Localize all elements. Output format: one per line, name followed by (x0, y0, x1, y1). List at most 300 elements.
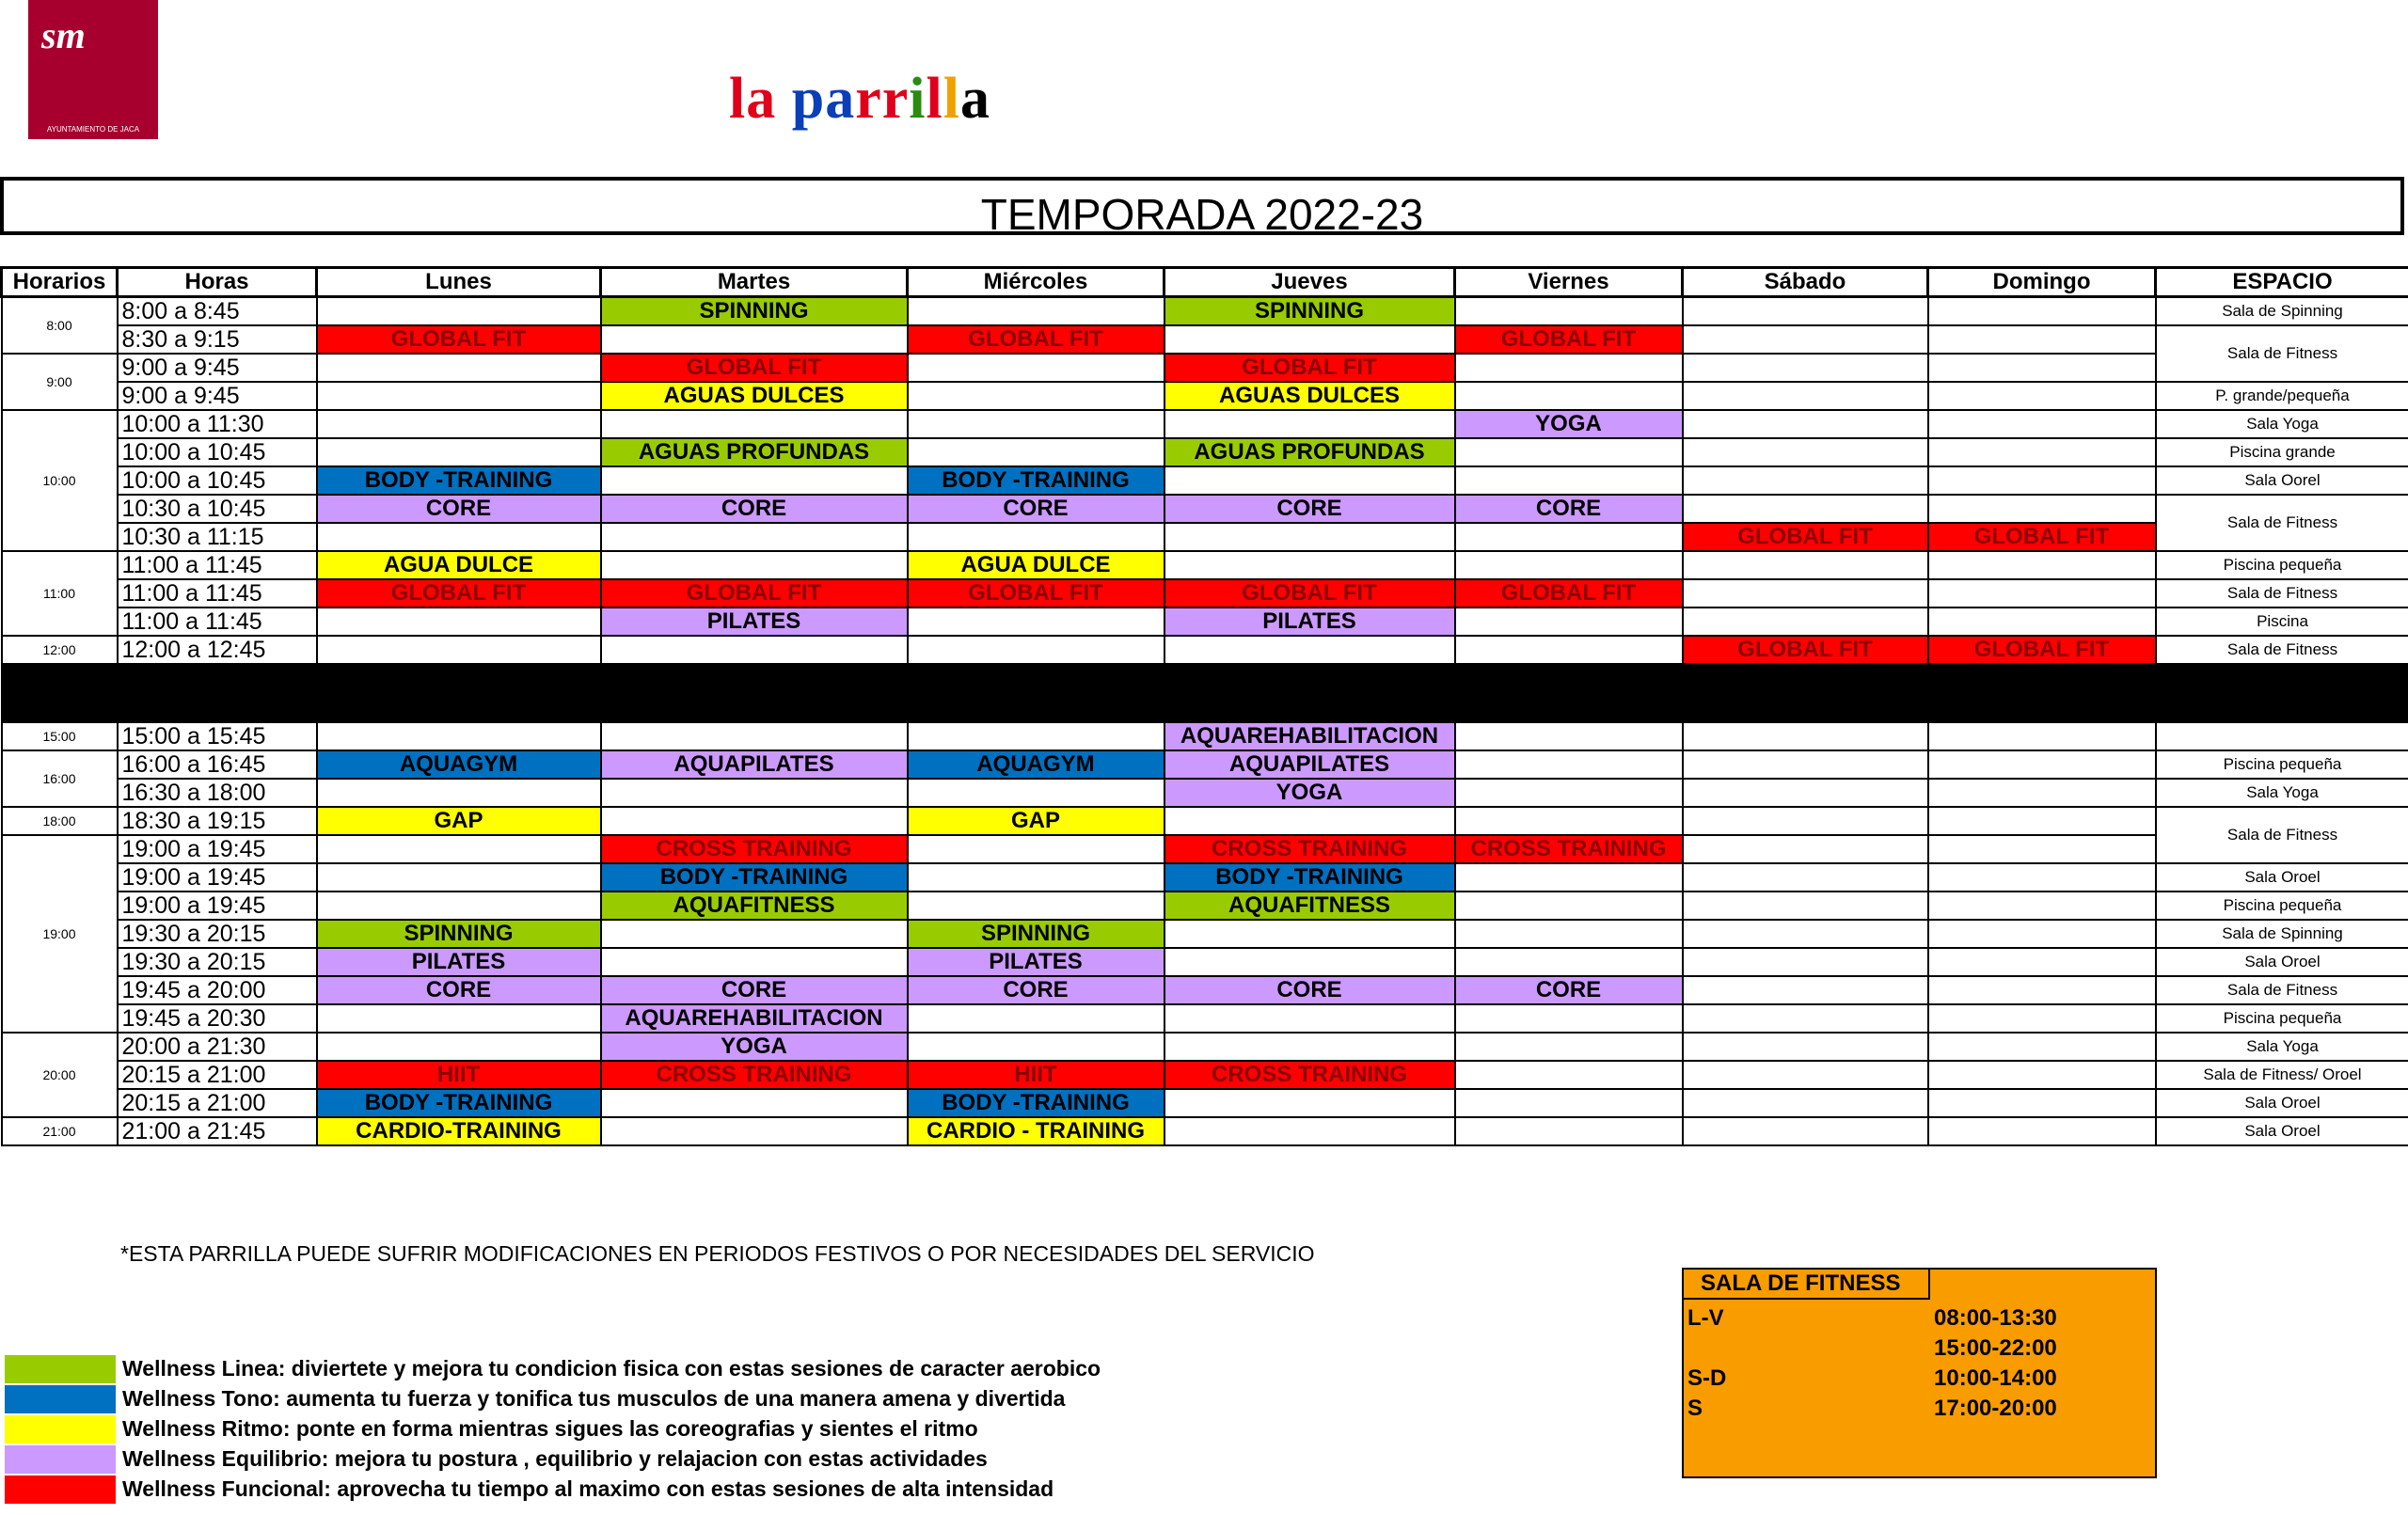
empty-cell (1164, 920, 1455, 948)
table-row (2, 297, 2408, 326)
fitness-hours-title: SALA DE FITNESS (1682, 1268, 1930, 1300)
class-cell: AGUA DULCE (908, 551, 1164, 579)
empty-cell (1455, 863, 1683, 892)
class-cell: GLOBAL FIT (1683, 636, 1928, 664)
empty-cell (1928, 835, 2156, 863)
time-range-cell: 11:00 a 11:45 (118, 579, 317, 608)
empty-cell (1928, 1089, 2156, 1117)
time-range-cell: 12:00 a 12:45 (118, 636, 317, 664)
time-range-cell: 19:45 a 20:00 (118, 976, 317, 1004)
class-cell: BODY -TRAINING (1164, 863, 1455, 892)
midday-separator (2, 664, 2408, 722)
empty-cell (601, 722, 908, 750)
time-range-cell: 11:00 a 11:45 (118, 551, 317, 579)
empty-cell (601, 920, 908, 948)
class-cell: YOGA (1455, 410, 1683, 438)
empty-cell (317, 608, 601, 636)
class-cell: AQUAFITNESS (1164, 892, 1455, 920)
empty-cell (1928, 438, 2156, 466)
empty-cell (908, 722, 1164, 750)
class-cell: AQUAPILATES (601, 750, 908, 779)
table-row (2, 1117, 2408, 1145)
empty-cell (1455, 1061, 1683, 1089)
empty-cell (1164, 1004, 1455, 1033)
time-range-cell: 16:00 a 16:45 (118, 750, 317, 779)
app-title-letter: a (825, 67, 856, 131)
class-cell: SPINNING (908, 920, 1164, 948)
empty-cell (908, 608, 1164, 636)
space-cell: Piscina grande (2156, 438, 2408, 466)
empty-cell (1683, 976, 1928, 1004)
fitness-hours-box (1682, 1268, 2157, 1478)
empty-cell (601, 948, 908, 976)
empty-cell (1455, 523, 1683, 551)
empty-cell (1683, 382, 1928, 410)
empty-cell (1928, 1033, 2156, 1061)
empty-cell (1683, 948, 1928, 976)
space-cell: Sala Oroel (2156, 1089, 2408, 1117)
space-cell: Piscina pequeña (2156, 1004, 2408, 1033)
class-cell: CARDIO-TRAINING (317, 1117, 601, 1145)
time-range-cell: 19:00 a 19:45 (118, 835, 317, 863)
class-cell: CROSS TRAINING (1164, 1061, 1455, 1089)
empty-cell (601, 551, 908, 579)
table-row (2, 438, 2408, 466)
app-title-letter: l (943, 67, 960, 131)
empty-cell (1928, 608, 2156, 636)
time-range-cell: 8:30 a 9:15 (118, 325, 317, 354)
class-cell: GLOBAL FIT (317, 325, 601, 354)
fitness-time: 17:00-20:00 (1934, 1396, 2057, 1421)
empty-cell (908, 523, 1164, 551)
empty-cell (317, 636, 601, 664)
time-group-cell: 9:00 (2, 354, 118, 410)
class-cell: CORE (317, 495, 601, 523)
table-header-row (2, 268, 2408, 297)
class-cell: CORE (908, 976, 1164, 1004)
class-cell: AQUAREHABILITACION (601, 1004, 908, 1033)
space-cell: Piscina pequeña (2156, 551, 2408, 579)
empty-cell (1683, 807, 1928, 835)
table-row (2, 1004, 2408, 1033)
empty-cell (1455, 1117, 1683, 1145)
empty-cell (1683, 297, 1928, 326)
space-cell: Sala de Fitness (2156, 495, 2408, 551)
empty-cell (908, 382, 1164, 410)
class-cell: AGUAS DULCES (1164, 382, 1455, 410)
empty-cell (1928, 807, 2156, 835)
empty-cell (1455, 920, 1683, 948)
empty-cell (601, 1089, 908, 1117)
table-row (2, 807, 2408, 835)
app-title-letter: r (881, 67, 910, 131)
class-cell: CROSS TRAINING (601, 1061, 908, 1089)
space-cell: Sala Oroel (2156, 1117, 2408, 1145)
empty-cell (317, 297, 601, 326)
class-cell: PILATES (908, 948, 1164, 976)
empty-cell (908, 835, 1164, 863)
column-header: Lunes (317, 268, 601, 297)
class-cell: AQUAGYM (317, 750, 601, 779)
class-cell: YOGA (1164, 779, 1455, 807)
space-cell: Sala de Fitness (2156, 579, 2408, 608)
empty-cell (601, 325, 908, 354)
legend-text: Wellness Funcional: aprovecha tu tiempo al maximo con estas sesiones de alta intensidad (122, 1476, 1054, 1501)
empty-cell (1683, 579, 1928, 608)
empty-cell (1455, 779, 1683, 807)
class-cell: GLOBAL FIT (1164, 579, 1455, 608)
class-cell: GLOBAL FIT (908, 325, 1164, 354)
time-group-cell: 12:00 (2, 636, 118, 664)
legend-text: Wellness Tono: aumenta tu fuerza y tonifica tus musculos de una manera amena y divertida (122, 1386, 1066, 1411)
class-cell: BODY -TRAINING (317, 466, 601, 495)
class-cell: CROSS TRAINING (1455, 835, 1683, 863)
empty-cell (1455, 1033, 1683, 1061)
table-row (2, 354, 2408, 382)
empty-cell (1455, 608, 1683, 636)
class-cell: HIIT (317, 1061, 601, 1089)
empty-cell (1928, 1061, 2156, 1089)
empty-cell (1928, 297, 2156, 326)
column-header: Sábado (1683, 268, 1928, 297)
legend-swatch (5, 1415, 116, 1444)
table-row (2, 466, 2408, 495)
midday-separator-row (2, 664, 2408, 722)
time-range-cell: 20:15 a 21:00 (118, 1089, 317, 1117)
app-title-letter: a (959, 67, 990, 131)
time-group-cell: 10:00 (2, 410, 118, 551)
empty-cell (317, 1033, 601, 1061)
space-cell: Sala Yoga (2156, 410, 2408, 438)
fitness-time: 10:00-14:00 (1934, 1365, 2057, 1391)
legend-text: Wellness Linea: diviertete y mejora tu condicion fisica con estas sesiones de caracter aerobico (122, 1356, 1101, 1381)
class-cell: YOGA (601, 1033, 908, 1061)
season-title: TEMPORADA 2022-23 (980, 190, 1424, 239)
space-cell: Piscina pequeña (2156, 892, 2408, 920)
time-range-cell: 20:00 a 21:30 (118, 1033, 317, 1061)
empty-cell (601, 410, 908, 438)
empty-cell (908, 1033, 1164, 1061)
space-cell: Piscina pequeña (2156, 750, 2408, 779)
empty-cell (317, 892, 601, 920)
fitness-days: S (1687, 1396, 1703, 1421)
column-header: Miércoles (908, 268, 1164, 297)
empty-cell (317, 523, 601, 551)
class-cell: BODY -TRAINING (317, 1089, 601, 1117)
empty-cell (908, 863, 1164, 892)
class-cell: AQUAGYM (908, 750, 1164, 779)
empty-cell (1928, 579, 2156, 608)
time-group-cell: 8:00 (2, 297, 118, 355)
table-row (2, 608, 2408, 636)
space-cell: Sala Oroel (2156, 948, 2408, 976)
class-cell: GLOBAL FIT (317, 579, 601, 608)
table-row (2, 920, 2408, 948)
empty-cell (1928, 976, 2156, 1004)
time-group-cell: 11:00 (2, 551, 118, 636)
empty-cell (1683, 354, 1928, 382)
fitness-days: L-V (1687, 1305, 1724, 1331)
empty-cell (908, 636, 1164, 664)
empty-cell (1928, 325, 2156, 354)
class-cell: AQUAREHABILITACION (1164, 722, 1455, 750)
class-cell: GLOBAL FIT (601, 354, 908, 382)
time-group-cell: 15:00 (2, 722, 118, 750)
legend-text: Wellness Equilibrio: mejora tu postura , equilibrio y relajacion con estas actividades (122, 1446, 988, 1471)
empty-cell (1928, 948, 2156, 976)
empty-cell (908, 438, 1164, 466)
time-range-cell: 10:30 a 11:15 (118, 523, 317, 551)
empty-cell (1455, 722, 1683, 750)
table-row (2, 750, 2408, 779)
legend-swatch (5, 1476, 116, 1504)
class-cell: SPINNING (1164, 297, 1455, 326)
empty-cell (1683, 863, 1928, 892)
class-cell: BODY -TRAINING (908, 466, 1164, 495)
empty-cell (1928, 863, 2156, 892)
empty-cell (317, 722, 601, 750)
empty-cell (1455, 1089, 1683, 1117)
empty-cell (1683, 750, 1928, 779)
class-cell: GLOBAL FIT (1455, 579, 1683, 608)
space-cell: Sala de Fitness (2156, 636, 2408, 664)
empty-cell (1683, 438, 1928, 466)
table-row (2, 835, 2408, 863)
empty-cell (317, 779, 601, 807)
fitness-time: 15:00-22:00 (1934, 1335, 2057, 1361)
empty-cell (1455, 297, 1683, 326)
table-row (2, 948, 2408, 976)
empty-cell (1164, 807, 1455, 835)
empty-cell (317, 382, 601, 410)
space-cell: Sala Yoga (2156, 1033, 2408, 1061)
class-cell: CROSS TRAINING (601, 835, 908, 863)
time-range-cell: 9:00 a 9:45 (118, 382, 317, 410)
time-range-cell: 21:00 a 21:45 (118, 1117, 317, 1145)
empty-cell (1455, 438, 1683, 466)
empty-cell (1683, 1117, 1928, 1145)
time-range-cell: 11:00 a 11:45 (118, 608, 317, 636)
table-row (2, 523, 2408, 551)
empty-cell (317, 863, 601, 892)
column-header: Martes (601, 268, 908, 297)
empty-cell (1928, 750, 2156, 779)
legend-swatch (5, 1385, 116, 1413)
table-row (2, 551, 2408, 579)
table-row (2, 325, 2408, 354)
empty-cell (601, 1117, 908, 1145)
empty-cell (1928, 722, 2156, 750)
legend-swatch (5, 1445, 116, 1474)
empty-cell (1683, 920, 1928, 948)
class-cell: GLOBAL FIT (908, 579, 1164, 608)
table-row (2, 892, 2408, 920)
empty-cell (1928, 382, 2156, 410)
empty-cell (1455, 636, 1683, 664)
empty-cell (1683, 466, 1928, 495)
empty-cell (1455, 354, 1683, 382)
class-cell: HIIT (908, 1061, 1164, 1089)
app-title-letter: i (909, 67, 927, 131)
empty-cell (1683, 722, 1928, 750)
space-cell: Sala de Fitness (2156, 807, 2408, 863)
empty-cell (1455, 892, 1683, 920)
time-range-cell: 10:00 a 11:30 (118, 410, 317, 438)
class-cell: CARDIO - TRAINING (908, 1117, 1164, 1145)
class-cell: CORE (908, 495, 1164, 523)
empty-cell (1164, 523, 1455, 551)
legend-swatch (5, 1355, 116, 1383)
empty-cell (1683, 495, 1928, 523)
empty-cell (1164, 325, 1455, 354)
empty-cell (317, 354, 601, 382)
empty-cell (1683, 1033, 1928, 1061)
empty-cell (1164, 551, 1455, 579)
space-cell: Sala de Fitness (2156, 976, 2408, 1004)
column-header: Viernes (1455, 268, 1683, 297)
empty-cell (1928, 1117, 2156, 1145)
fitness-days: S-D (1687, 1365, 1727, 1391)
class-cell: CORE (1455, 495, 1683, 523)
time-range-cell: 19:00 a 19:45 (118, 892, 317, 920)
class-cell: GAP (317, 807, 601, 835)
table-row (2, 410, 2408, 438)
space-cell: Sala Yoga (2156, 779, 2408, 807)
app-title-letter: l (926, 67, 943, 131)
empty-cell (1683, 1004, 1928, 1033)
column-header: Jueves (1164, 268, 1455, 297)
empty-cell (1928, 410, 2156, 438)
empty-cell (1455, 551, 1683, 579)
class-cell: PILATES (1164, 608, 1455, 636)
empty-cell (908, 892, 1164, 920)
empty-cell (1928, 1004, 2156, 1033)
space-cell: Sala de Spinning (2156, 920, 2408, 948)
empty-cell (601, 523, 908, 551)
empty-cell (1455, 948, 1683, 976)
empty-cell (1683, 835, 1928, 863)
empty-cell (1164, 1033, 1455, 1061)
class-cell: CORE (1455, 976, 1683, 1004)
class-cell: PILATES (317, 948, 601, 976)
class-cell: GAP (908, 807, 1164, 835)
empty-cell (1683, 551, 1928, 579)
app-title-letter: l (729, 67, 747, 131)
class-cell: AGUAS DULCES (601, 382, 908, 410)
empty-cell (908, 779, 1164, 807)
empty-cell (1928, 466, 2156, 495)
class-cell: BODY -TRAINING (908, 1089, 1164, 1117)
class-cell: CORE (1164, 495, 1455, 523)
empty-cell (1928, 892, 2156, 920)
time-range-cell: 18:30 a 19:15 (118, 807, 317, 835)
table-row (2, 1033, 2408, 1061)
class-cell: CORE (317, 976, 601, 1004)
app-title-letter: p (791, 67, 826, 131)
class-cell: GLOBAL FIT (601, 579, 908, 608)
space-cell: Piscina (2156, 608, 2408, 636)
class-cell: CORE (601, 495, 908, 523)
class-cell: GLOBAL FIT (1683, 523, 1928, 551)
space-cell: P. grande/pequeña (2156, 382, 2408, 410)
table-row (2, 495, 2408, 523)
legend-text: Wellness Ritmo: ponte en forma mientras sigues las coreografias y sientes el ritmo (122, 1416, 978, 1441)
column-header: Horas (118, 268, 317, 297)
empty-cell (1164, 1089, 1455, 1117)
time-range-cell: 10:00 a 10:45 (118, 438, 317, 466)
time-range-cell: 19:30 a 20:15 (118, 920, 317, 948)
table-row (2, 382, 2408, 410)
empty-cell (1683, 1061, 1928, 1089)
empty-cell (1683, 892, 1928, 920)
class-cell: GLOBAL FIT (1928, 636, 2156, 664)
empty-cell (1164, 410, 1455, 438)
empty-cell (601, 636, 908, 664)
empty-cell (1683, 608, 1928, 636)
class-cell: GLOBAL FIT (1164, 354, 1455, 382)
empty-cell (1455, 382, 1683, 410)
table-row (2, 976, 2408, 1004)
time-group-cell: 21:00 (2, 1117, 118, 1145)
space-cell: Sala de Spinning (2156, 297, 2408, 326)
empty-cell (1683, 410, 1928, 438)
empty-cell (1164, 636, 1455, 664)
empty-cell (908, 410, 1164, 438)
class-cell: CORE (601, 976, 908, 1004)
table-row (2, 579, 2408, 608)
class-cell: PILATES (601, 608, 908, 636)
time-range-cell: 8:00 a 8:45 (118, 297, 317, 326)
time-range-cell: 10:00 a 10:45 (118, 466, 317, 495)
app-title-letter (776, 67, 792, 131)
empty-cell (908, 1004, 1164, 1033)
empty-cell (601, 779, 908, 807)
table-row (2, 779, 2408, 807)
space-cell: Sala Oorel (2156, 466, 2408, 495)
app-title-letter: a (746, 67, 777, 131)
disclaimer-note: *ESTA PARRILLA PUEDE SUFRIR MODIFICACIONES EN PERIODOS FESTIVOS O POR NECESIDADES DEL SERVICIO (120, 1241, 1315, 1266)
space-cell: Sala de Fitness (2156, 325, 2408, 382)
space-cell (2156, 722, 2408, 750)
class-cell: CORE (1164, 976, 1455, 1004)
column-header: Domingo (1928, 268, 2156, 297)
empty-cell (317, 438, 601, 466)
empty-cell (1455, 807, 1683, 835)
empty-cell (1928, 354, 2156, 382)
empty-cell (1928, 920, 2156, 948)
fitness-time: 08:00-13:30 (1934, 1305, 2057, 1331)
time-range-cell: 10:30 a 10:45 (118, 495, 317, 523)
time-range-cell: 19:00 a 19:45 (118, 863, 317, 892)
empty-cell (1455, 750, 1683, 779)
time-group-cell: 16:00 (2, 750, 118, 807)
table-row (2, 636, 2408, 664)
empty-cell (1164, 1117, 1455, 1145)
time-group-cell: 18:00 (2, 807, 118, 835)
class-cell: AGUAS PROFUNDAS (601, 438, 908, 466)
empty-cell (1683, 779, 1928, 807)
time-range-cell: 19:45 a 20:30 (118, 1004, 317, 1033)
empty-cell (317, 835, 601, 863)
time-range-cell: 19:30 a 20:15 (118, 948, 317, 976)
app-title (729, 66, 990, 133)
class-cell: AQUAFITNESS (601, 892, 908, 920)
empty-cell (317, 410, 601, 438)
table-row (2, 1061, 2408, 1089)
space-cell: Sala Oroel (2156, 863, 2408, 892)
table-row (2, 863, 2408, 892)
space-cell: Sala de Fitness/ Oroel (2156, 1061, 2408, 1089)
